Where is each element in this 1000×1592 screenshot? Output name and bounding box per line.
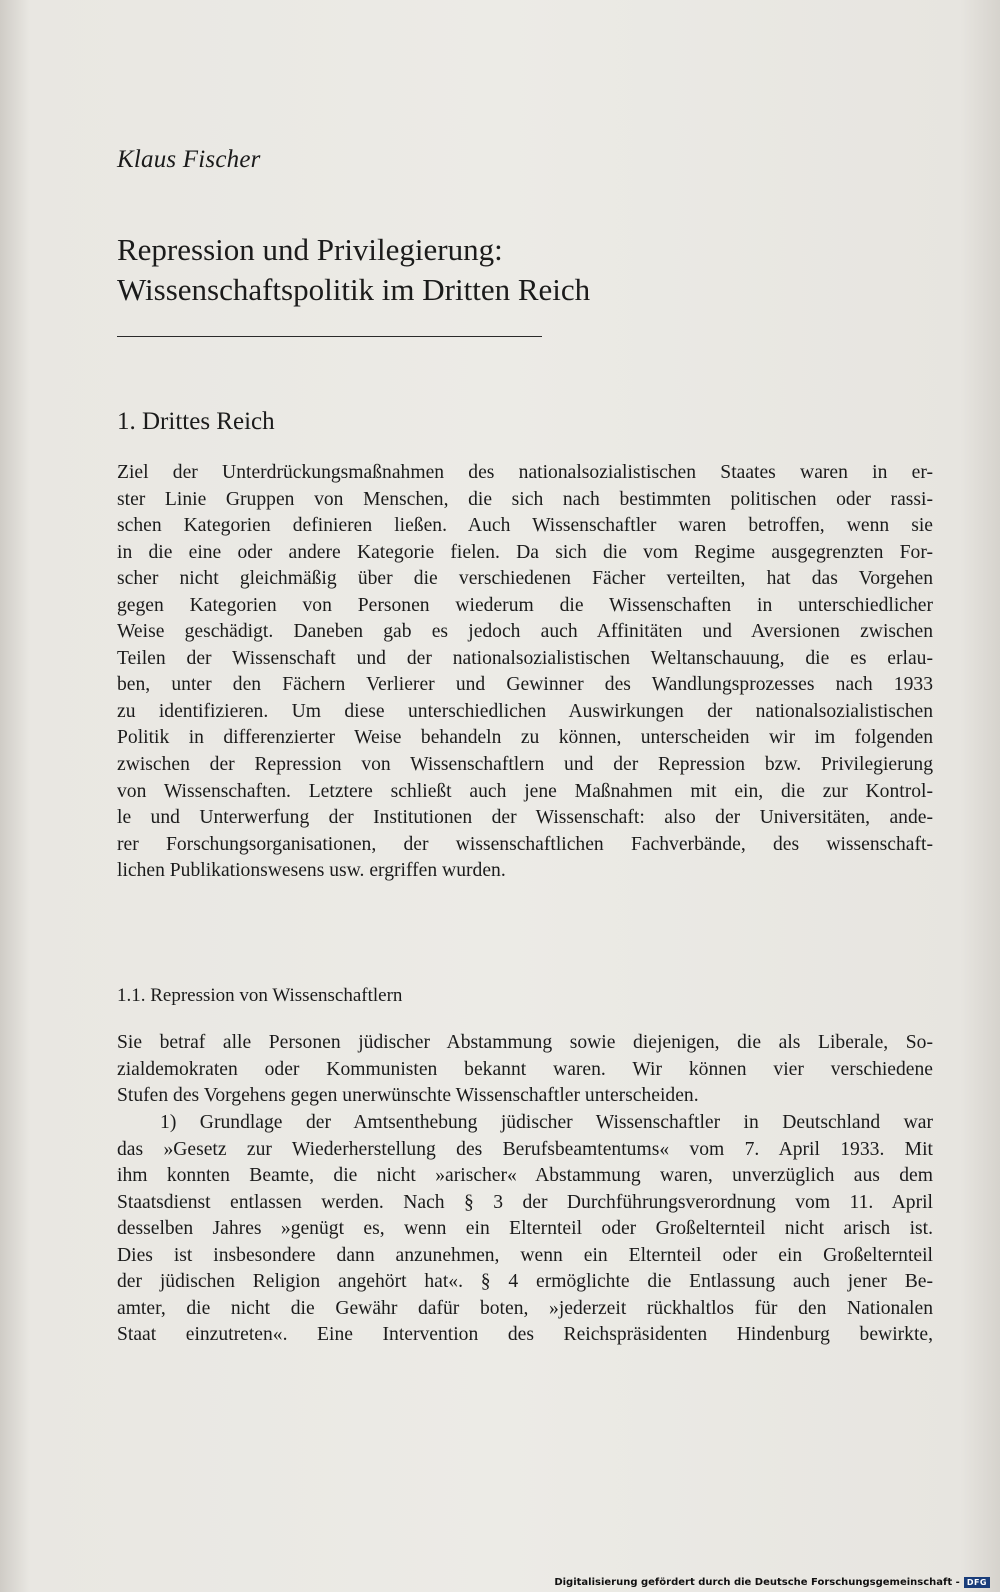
- dfg-logo-icon: DFG: [964, 1577, 990, 1588]
- text-line: das »Gesetz zur Wiederherstellung des Berufsbeamtentums« vom 7. April 1933. Mit: [117, 1138, 933, 1160]
- text-line: desselben Jahres »genügt es, wenn ein Elternteil oder Großelternteil nicht arisch ist.: [117, 1218, 933, 1240]
- text-line: Dies ist insbesondere dann anzunehmen, wenn ein Elternteil oder ein Großelternteil: [117, 1244, 933, 1266]
- text-line: der jüdischen Religion angehört hat«. § 4 ermöglichte die Entlassung auch jener Be-: [117, 1271, 933, 1293]
- section-paragraph: [117, 460, 933, 885]
- text-line: 1) Grundlage der Amtsenthebung jüdischer Wissenschaftler in Deutschland war: [117, 1112, 933, 1133]
- text-line: Staatsdienst entlassen werden. Nach § 3 der Durchführungsverordnung vom 11. April: [117, 1191, 933, 1213]
- title-rule: [117, 336, 542, 337]
- text-line: amter, die nicht die Gewähr dafür boten, »jederzeit rückhaltlos für den Nationalen: [117, 1297, 933, 1319]
- title-line-1: Repression und Privilegierung:: [117, 232, 503, 267]
- text-line: gegen Kategorien von Personen wiederum die Wissenschaften in unterschiedlicher: [117, 594, 933, 616]
- subsection-paragraph-1: [117, 1030, 933, 1110]
- text-line: Teilen der Wissenschaft und der nationalsozialistischen Weltanschauung, die es erlau-: [117, 647, 933, 669]
- footer-text: Digitalisierung gefördert durch die Deutsche Forschungsgemeinschaft -: [554, 1577, 960, 1588]
- text-line: Stufen des Vorgehens gegen unerwünschte Wissenschaftler unterscheiden.: [117, 1085, 699, 1107]
- text-line: Politik in differenzierter Weise behandeln zu können, unterscheiden wir im folgenden: [117, 727, 933, 749]
- text-line: ster Linie Gruppen von Menschen, die sich nach bestimmten politischen oder rassi-: [117, 488, 933, 510]
- author-name: Klaus Fischer: [117, 146, 261, 173]
- text-line: ihm konnten Beamte, die nicht »arischer« Abstammung waren, unverzüglich aus dem: [117, 1165, 933, 1187]
- text-line: zialdemokraten oder Kommunisten bekannt waren. Wir können vier verschiedene: [117, 1058, 933, 1080]
- title-line-2: Wissenschaftspolitik im Dritten Reich: [117, 272, 591, 307]
- text-line: Sie betraf alle Personen jüdischer Abstammung sowie diejenigen, die als Liberale, So-: [117, 1032, 933, 1053]
- text-line: le und Unterwerfung der Institutionen der Wissenschaft: also der Universitäten, ande-: [117, 807, 933, 829]
- text-line: ben, unter den Fächern Verlierer und Gewinner des Wandlungsprozesses nach 1933: [117, 674, 933, 696]
- text-line: rer Forschungsorganisationen, der wissenschaftlichen Fachverbände, des wissenschaft-: [117, 833, 933, 855]
- subsection-heading: 1.1. Repression von Wissenschaftlern: [117, 985, 403, 1006]
- article-title: [117, 230, 817, 310]
- text-line: Weise geschädigt. Daneben gab es jedoch auch Affinitäten und Aversionen zwischen: [117, 621, 933, 643]
- text-line: zu identifizieren. Um diese unterschiedlichen Auswirkungen der nationalsozialistischen: [117, 700, 933, 722]
- text-line: von Wissenschaften. Letztere schließt auch jene Maßnahmen mit ein, die zur Kontrol-: [117, 780, 933, 802]
- text-line: in die eine oder andere Kategorie fielen. Da sich die vom Regime ausgegrenzten For-: [117, 541, 933, 563]
- section-heading: 1. Drittes Reich: [117, 408, 275, 435]
- digitization-footer: [554, 1577, 990, 1588]
- text-line: lichen Publikationswesens usw. ergriffen wurden.: [117, 860, 506, 882]
- text-line: schen Kategorien definieren ließen. Auch Wissenschaftler waren betroffen, wenn sie: [117, 515, 933, 537]
- text-line: zwischen der Repression von Wissenschaftlern und der Repression bzw. Privilegierung: [117, 754, 933, 776]
- text-line: Ziel der Unterdrückungsmaßnahmen des nationalsozialistischen Staates waren in er-: [117, 462, 933, 483]
- subsection-paragraph-2: [117, 1110, 933, 1349]
- text-line: Staat einzutreten«. Eine Intervention des Reichspräsidenten Hindenburg bewirkte,: [117, 1324, 933, 1346]
- text-line: scher nicht gleichmäßig über die verschiedenen Fächer verteilten, hat das Vorgehen: [117, 568, 933, 590]
